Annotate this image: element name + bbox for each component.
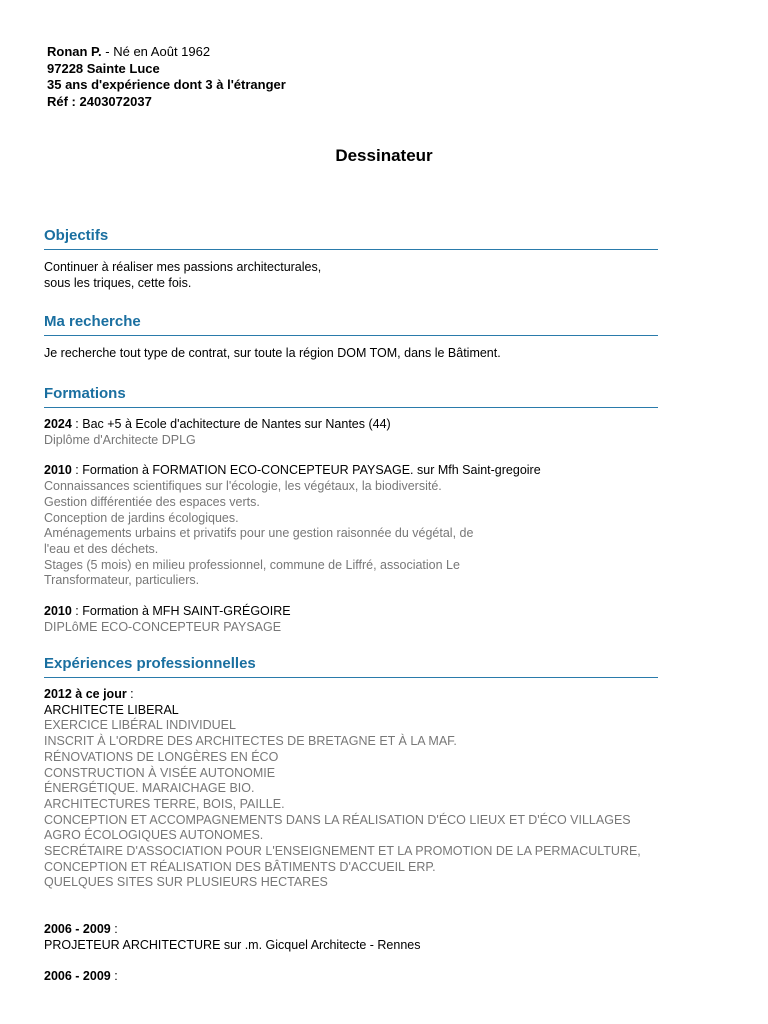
experience-detail: CONCEPTION ET ACCOMPAGNEMENTS DANS LA RÉALISATION D'ÉCO LIEUX ET D'ÉCO VILLAGES [44,812,631,827]
experience-period: 2006 - 2009 [44,968,111,983]
candidate-address: 97228 Sainte Luce [47,60,160,76]
candidate-experience: 35 ans d'expérience dont 3 à l'étranger [47,77,286,92]
experience-detail: CONCEPTION ET RÉALISATION DES BÂTIMENTS D'ACCUEIL ERP. [44,859,436,874]
formation-detail: Diplôme d'Architecte DPLG [44,432,196,447]
formation-year: 2010 [44,604,72,619]
formation-title: : Formation à FORMATION ECO-CONCEPTEUR PAYSAGE. sur Mfh Saint-gregoire [71,463,541,478]
candidate-ref: Réf : 2403072037 [47,93,152,109]
candidate-header [47,44,286,110]
experience-role: ARCHITECTE LIBERAL [44,702,179,717]
candidate-name: Ronan P. [47,44,102,59]
formation-detail: Conception de jardins écologiques. [44,510,239,525]
experience-detail: ARCHITECTURES TERRE, BOIS, PAILLE. [44,796,285,811]
experience-period: 2012 à ce jour [44,687,127,701]
experience-detail: INSCRIT À L'ORDRE DES ARCHITECTES DE BRETAGNE ET À LA MAF. [44,734,457,749]
formation-detail: Aménagements urbains et privatifs pour une gestion raisonnée du végétal, de [44,526,474,541]
birth-info: - Né en Août 1962 [101,44,211,59]
section-heading: Objectifs [44,227,658,250]
formation-detail: Transformateur, particuliers. [44,573,200,588]
experience-detail: EXERCICE LIBÉRAL INDIVIDUEL [44,718,236,733]
formation-detail: Gestion différentiée des espaces verts. [44,494,260,509]
objectif-line: Continuer à réaliser mes passions architecturales, [44,260,322,274]
experience-period-suffix: : [126,687,134,701]
section-experiences [44,655,658,984]
section-formations [44,385,658,635]
experience-detail: ÉNERGÉTIQUE. MARAICHAGE BIO. [44,781,255,796]
experience-entry [44,922,724,953]
experience-period-suffix: : [110,922,118,937]
experience-detail: RÉNOVATIONS DE LONGÈRES EN ÉCO [44,749,279,764]
formation-detail: DIPLôME ECO-CONCEPTEUR PAYSAGE [44,619,282,634]
recherche-text: Je recherche tout type de contrat, sur toute la région DOM TOM, dans le Bâtiment. [44,346,501,360]
section-heading: Formations [44,385,658,408]
formation-detail: Connaissances scientifiques sur l'écologie, les végétaux, la biodiversité. [44,479,442,494]
experience-period-suffix: : [110,968,118,983]
formation-detail: l'eau et des déchets. [44,541,159,556]
experience-detail: CONSTRUCTION À VISÉE AUTONOMIE [44,765,276,780]
formation-entry [44,463,658,589]
section-objectifs [44,227,658,291]
formation-entry [44,417,658,448]
objectif-line: sous les triques, cette fois. [44,275,192,290]
experience-entry [44,969,724,985]
section-heading: Expériences professionnelles [44,655,658,678]
formation-year: 2024 [44,417,72,431]
job-title: Dessinateur [335,146,433,165]
formation-title: : Formation à MFH SAINT-GRÉGOIRE [71,604,291,619]
formation-entry [44,604,658,635]
formation-title: : Bac +5 à Ecole d'achitecture de Nantes sur Nantes (44) [71,417,391,431]
experience-entry [44,687,724,891]
experience-detail: SECRÉTAIRE D'ASSOCIATION POUR L'ENSEIGNEMENT ET LA PROMOTION DE LA PERMACULTURE, [44,844,641,859]
section-heading: Ma recherche [44,313,658,336]
section-recherche [44,313,658,362]
experience-detail: QUELQUES SITES SUR PLUSIEURS HECTARES [44,875,328,890]
experience-period: 2006 - 2009 [44,922,111,937]
experience-role: PROJETEUR ARCHITECTURE sur .m. Gicquel Architecte - Rennes [44,937,421,952]
formation-detail: Stages (5 mois) en milieu professionnel, commune de Liffré, association Le [44,557,460,572]
formation-year: 2010 [44,463,72,478]
experience-detail: AGRO ÉCOLOGIQUES AUTONOMES. [44,828,264,843]
